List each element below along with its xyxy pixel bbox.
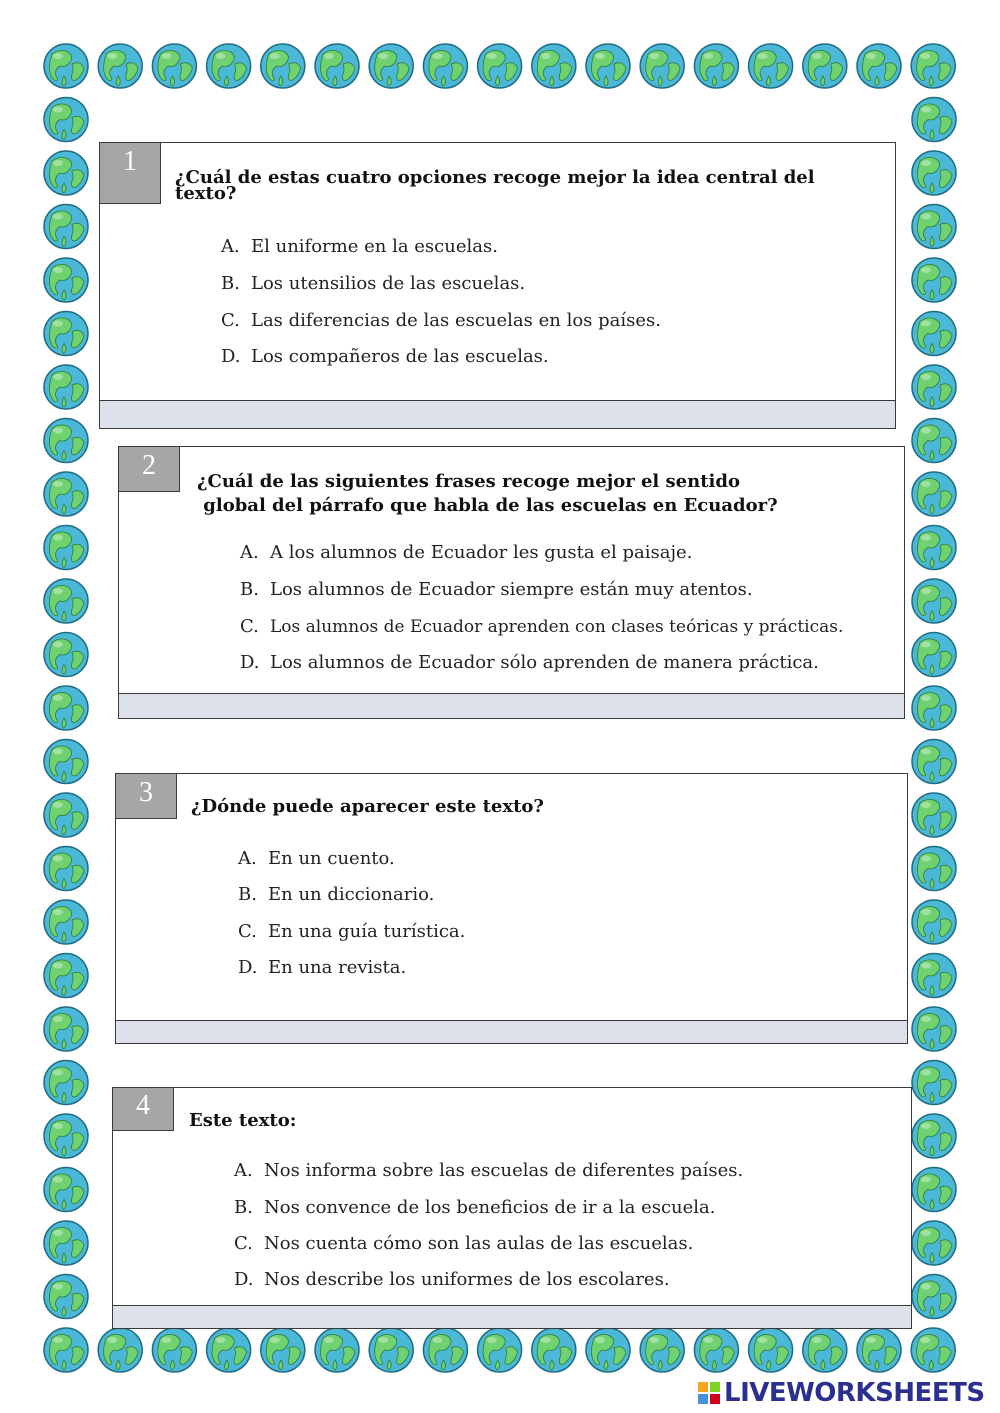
globe-icon: [44, 205, 88, 249]
option-b[interactable]: B. En un diccionario.: [238, 884, 435, 905]
option-d[interactable]: D. Los alumnos de Ecuador sólo aprenden de manera práctica.: [240, 652, 819, 673]
globe-icon: [423, 44, 467, 88]
logo-icon: [698, 1382, 720, 1404]
globe-icon: [44, 472, 88, 516]
globe-icon: [694, 44, 738, 88]
option-d[interactable]: D. Los compañeros de las escuelas.: [221, 346, 549, 367]
question-text: ¿Dónde puede aparecer este texto?: [191, 796, 544, 817]
question-number: 3: [115, 773, 177, 819]
globe-icon: [261, 1328, 305, 1372]
globe-icon: [912, 900, 956, 944]
option-c[interactable]: C. Los alumnos de Ecuador aprenden con clases teóricas y prácticas.: [240, 616, 844, 637]
globe-icon: [44, 900, 88, 944]
globe-icon: [152, 44, 196, 88]
globe-icon: [803, 1328, 847, 1372]
question-text: Este texto:: [189, 1110, 297, 1131]
globe-icon: [912, 1221, 956, 1265]
globe-icon: [640, 1328, 684, 1372]
globe-icon: [423, 1328, 467, 1372]
option-c[interactable]: C. Nos cuenta cómo son las aulas de las escuelas.: [234, 1233, 694, 1254]
question-4: [112, 1087, 912, 1329]
globe-icon: [912, 98, 956, 142]
globe-icon: [261, 44, 305, 88]
globe-icon: [207, 44, 251, 88]
globe-icon: [44, 1275, 88, 1319]
globe-icon: [207, 1328, 251, 1372]
globe-icon: [912, 151, 956, 195]
option-a[interactable]: A. A los alumnos de Ecuador les gusta el paisaje.: [240, 542, 693, 563]
globe-icon: [912, 579, 956, 623]
globe-icon: [912, 686, 956, 730]
globe-icon: [152, 1328, 196, 1372]
globe-icon: [369, 1328, 413, 1372]
globe-icon: [44, 633, 88, 677]
globe-icon: [44, 365, 88, 409]
globe-icon: [98, 1328, 142, 1372]
option-a[interactable]: A. En un cuento.: [238, 848, 395, 869]
globe-icon: [532, 44, 576, 88]
globe-icon: [369, 44, 413, 88]
globe-icon: [44, 1007, 88, 1051]
globe-icon: [478, 1328, 522, 1372]
globe-icon: [44, 312, 88, 356]
globe-icon: [912, 472, 956, 516]
option-b[interactable]: B. Los alumnos de Ecuador siempre están muy atentos.: [240, 579, 753, 600]
question-text: ¿Cuál de estas cuatro opciones recoge mejor la idea central del texto?: [175, 167, 815, 204]
globe-icon: [912, 526, 956, 570]
globe-icon: [98, 44, 142, 88]
option-b[interactable]: B. Los utensilios de las escuelas.: [221, 273, 526, 294]
globe-icon: [749, 44, 793, 88]
globe-icon: [694, 1328, 738, 1372]
option-d[interactable]: D. En una revista.: [238, 957, 407, 978]
option-b[interactable]: B. Nos convence de los beneficios de ir a la escuela.: [234, 1197, 716, 1218]
globe-icon: [44, 98, 88, 142]
globe-icon: [44, 740, 88, 784]
globe-icon: [912, 1275, 956, 1319]
globe-icon: [857, 1328, 901, 1372]
globe-icon: [44, 847, 88, 891]
globe-icon: [912, 1061, 956, 1105]
globe-icon: [803, 44, 847, 88]
globe-icon: [315, 1328, 359, 1372]
globe-icon: [44, 1114, 88, 1158]
option-a[interactable]: A. El uniforme en la escuelas.: [221, 236, 498, 257]
globe-icon: [44, 419, 88, 463]
globe-icon: [532, 1328, 576, 1372]
answer-field[interactable]: [100, 400, 895, 428]
question-number: 2: [118, 446, 180, 492]
globe-icon: [44, 793, 88, 837]
question-number: 1: [99, 142, 161, 204]
question-1: [99, 142, 896, 429]
globe-icon: [44, 1168, 88, 1212]
answer-field[interactable]: [113, 1305, 911, 1328]
globe-icon: [912, 847, 956, 891]
globe-icon: [911, 1328, 955, 1372]
globe-icon: [911, 44, 955, 88]
option-a[interactable]: A. Nos informa sobre las escuelas de diferentes países.: [234, 1160, 744, 1181]
liveworksheets-logo[interactable]: [698, 1378, 985, 1408]
question-number: 4: [112, 1087, 174, 1131]
globe-icon: [912, 793, 956, 837]
globe-icon: [749, 1328, 793, 1372]
globe-icon: [44, 258, 88, 302]
answer-field[interactable]: [119, 693, 904, 718]
globe-icon: [912, 1168, 956, 1212]
globe-icon: [912, 365, 956, 409]
globe-icon: [315, 44, 359, 88]
globe-icon: [44, 151, 88, 195]
logo-text: LIVEWORKSHEETS: [724, 1378, 985, 1408]
globe-icon: [912, 633, 956, 677]
globe-icon: [44, 1061, 88, 1105]
globe-icon: [912, 740, 956, 784]
globe-icon: [44, 1221, 88, 1265]
question-2: [118, 446, 905, 719]
globe-icon: [478, 44, 522, 88]
globe-icon: [912, 1114, 956, 1158]
globe-icon: [912, 205, 956, 249]
option-c[interactable]: C. En una guía turística.: [238, 921, 466, 942]
globe-icon: [586, 1328, 630, 1372]
globe-icon: [586, 44, 630, 88]
globe-icon: [912, 1007, 956, 1051]
option-d[interactable]: D. Nos describe los uniformes de los escolares.: [234, 1269, 670, 1290]
answer-field[interactable]: [116, 1020, 907, 1043]
globe-icon: [44, 686, 88, 730]
globe-icon: [912, 258, 956, 302]
globe-icon: [44, 1328, 88, 1372]
question-3: [115, 773, 908, 1044]
globe-icon: [44, 579, 88, 623]
globe-icon: [44, 44, 88, 88]
globe-icon: [912, 312, 956, 356]
question-text: ¿Cuál de las siguientes frases recoge mejor el sentido global del párrafo que habla de las escuelas en Ecuador?: [197, 471, 778, 516]
globe-icon: [912, 954, 956, 998]
globe-icon: [44, 954, 88, 998]
globe-icon: [912, 419, 956, 463]
globe-icon: [640, 44, 684, 88]
option-c[interactable]: C. Las diferencias de las escuelas en los países.: [221, 310, 662, 331]
globe-icon: [857, 44, 901, 88]
globe-icon: [44, 526, 88, 570]
